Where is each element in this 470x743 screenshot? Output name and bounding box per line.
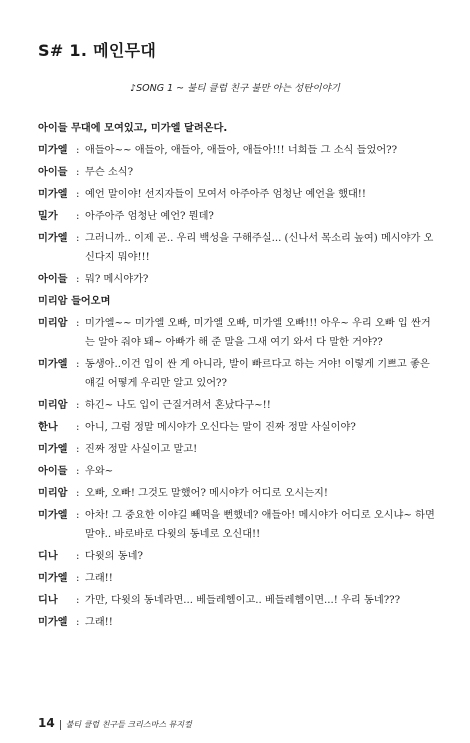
speaker-colon: : (76, 551, 80, 562)
dialog-text: 진짜 정말 사실이고 말고! (85, 444, 198, 455)
speaker-colon: : (76, 318, 80, 329)
dialog-text: 무슨 소식? (85, 167, 134, 178)
speaker-colon: : (76, 189, 80, 200)
dialog-text: 그래!! (85, 617, 113, 628)
page-footer (38, 716, 192, 730)
speaker-name: 미리암 (38, 400, 68, 411)
stage-direction-text: 아이들 무대에 모여있고, 미가엘 달려온다. (38, 123, 228, 134)
speaker-colon: : (76, 488, 80, 499)
scene-title: S# 1. 메인무대 (38, 41, 157, 60)
dialog-text: 동생아..이건 입이 싼 게 아니라, 발이 빠르다고 하는 거야! 이렇게 기쁘고 좋은 (85, 359, 430, 370)
speaker-colon: : (76, 573, 80, 584)
dialog-text: 하긴~ 나도 입이 근질거려서 혼났다구~!! (85, 400, 271, 411)
speaker-name: 미가엘 (38, 444, 68, 455)
dialog-text-continued: 는 알아 줘야 돼~ 아빠가 해 준 말을 그새 여기 와서 다 말한 거야?? (85, 337, 383, 348)
speaker-name: 미가엘 (38, 617, 68, 628)
dialog-text: 예언 말이야! 선지자들이 모여서 아주아주 엄청난 예언을 했대!! (85, 189, 366, 200)
speaker-name: 미리암 (38, 488, 68, 499)
dialog-text: 미가엘~~ 미가엘 오빠, 미가엘 오빠, 미가엘 오빠!!! 아우~ 우리 오빠 입 싼거 (85, 318, 431, 329)
speaker-name: 미가엘 (38, 233, 68, 244)
speaker-colon: : (76, 211, 80, 222)
speaker-colon: : (76, 233, 80, 244)
dialog-text: 가만, 다윗의 동네라면... 베들레헴이고.. 베들레헴이면...! 우리 동네??? (85, 595, 401, 606)
dialog-text: 애들아~~ 애들아, 애들아, 애들아, 애들아!!! 너희들 그 소식 들었어?? (85, 145, 398, 156)
dialog-text-continued: 얘길 어떻게 우리만 알고 있어?? (85, 378, 227, 389)
speaker-name: 한나 (38, 422, 58, 433)
speaker-name: 미가엘 (38, 359, 68, 370)
dialog-text: 우와~ (85, 466, 114, 477)
dialog-text: 아니, 그럼 정말 메시야가 오신다는 말이 진짜 정말 사실이야? (85, 422, 356, 433)
speaker-name: 미가엘 (38, 145, 68, 156)
speaker-name: 미가엘 (38, 573, 68, 584)
dialog-text: 오빠, 오빠! 그것도 말했어? 메시야가 어디로 오시는지! (85, 488, 328, 499)
speaker-colon: : (76, 510, 80, 521)
speaker-name: 아이들 (38, 274, 68, 285)
dialog-text: 아주아주 엄청난 예언? 뭔데? (85, 211, 214, 222)
speaker-name: 밀가 (38, 211, 58, 222)
speaker-name: 미가엘 (38, 189, 68, 200)
speaker-colon: : (76, 466, 80, 477)
dialog-text: 뭐? 메시야가? (85, 274, 149, 285)
dialog-text-continued: 말야.. 바로바로 다윗의 동네로 오신대!! (85, 529, 261, 540)
speaker-colon: : (76, 145, 80, 156)
speaker-name: 디나 (38, 551, 58, 562)
footer-divider (60, 720, 61, 730)
speaker-colon: : (76, 167, 80, 178)
dialog-text-continued: 신다지 뭐야!!! (85, 252, 150, 263)
dialog-text: 아차! 그 중요한 이야길 빼먹을 뻔했네? 애들아! 메시야가 어디로 오시냐~ 하면 (85, 510, 435, 521)
page-number: 14 (38, 716, 55, 730)
speaker-colon: : (76, 400, 80, 411)
dialog-text: 다윗의 동네? (85, 551, 143, 562)
speaker-colon: : (76, 422, 80, 433)
dialog-text: 그러니까.. 이제 곧.. 우리 백성을 구해주실... (신나서 목소리 높여) 메시야가 오 (85, 233, 434, 244)
dialog-text: 그래!! (85, 573, 113, 584)
speaker-colon: : (76, 444, 80, 455)
speaker-name: 디나 (38, 595, 58, 606)
speaker-colon: : (76, 274, 80, 285)
speaker-name: 아이들 (38, 167, 68, 178)
speaker-colon: : (76, 359, 80, 370)
publisher-logo: 불티 클럽 친구들 크리스마스 뮤지컬 (65, 720, 192, 729)
song-subtitle: ♪SONG 1 ~ 불티 클럽 친구 불만 아는 성탄이야기 (130, 83, 340, 94)
speaker-name: 미가엘 (38, 510, 68, 521)
speaker-colon: : (76, 617, 80, 628)
speaker-name: 미리암 (38, 318, 68, 329)
speaker-colon: : (76, 595, 80, 606)
stage-direction-text: 미리암 들어오며 (38, 296, 111, 307)
speaker-name: 아이들 (38, 466, 68, 477)
